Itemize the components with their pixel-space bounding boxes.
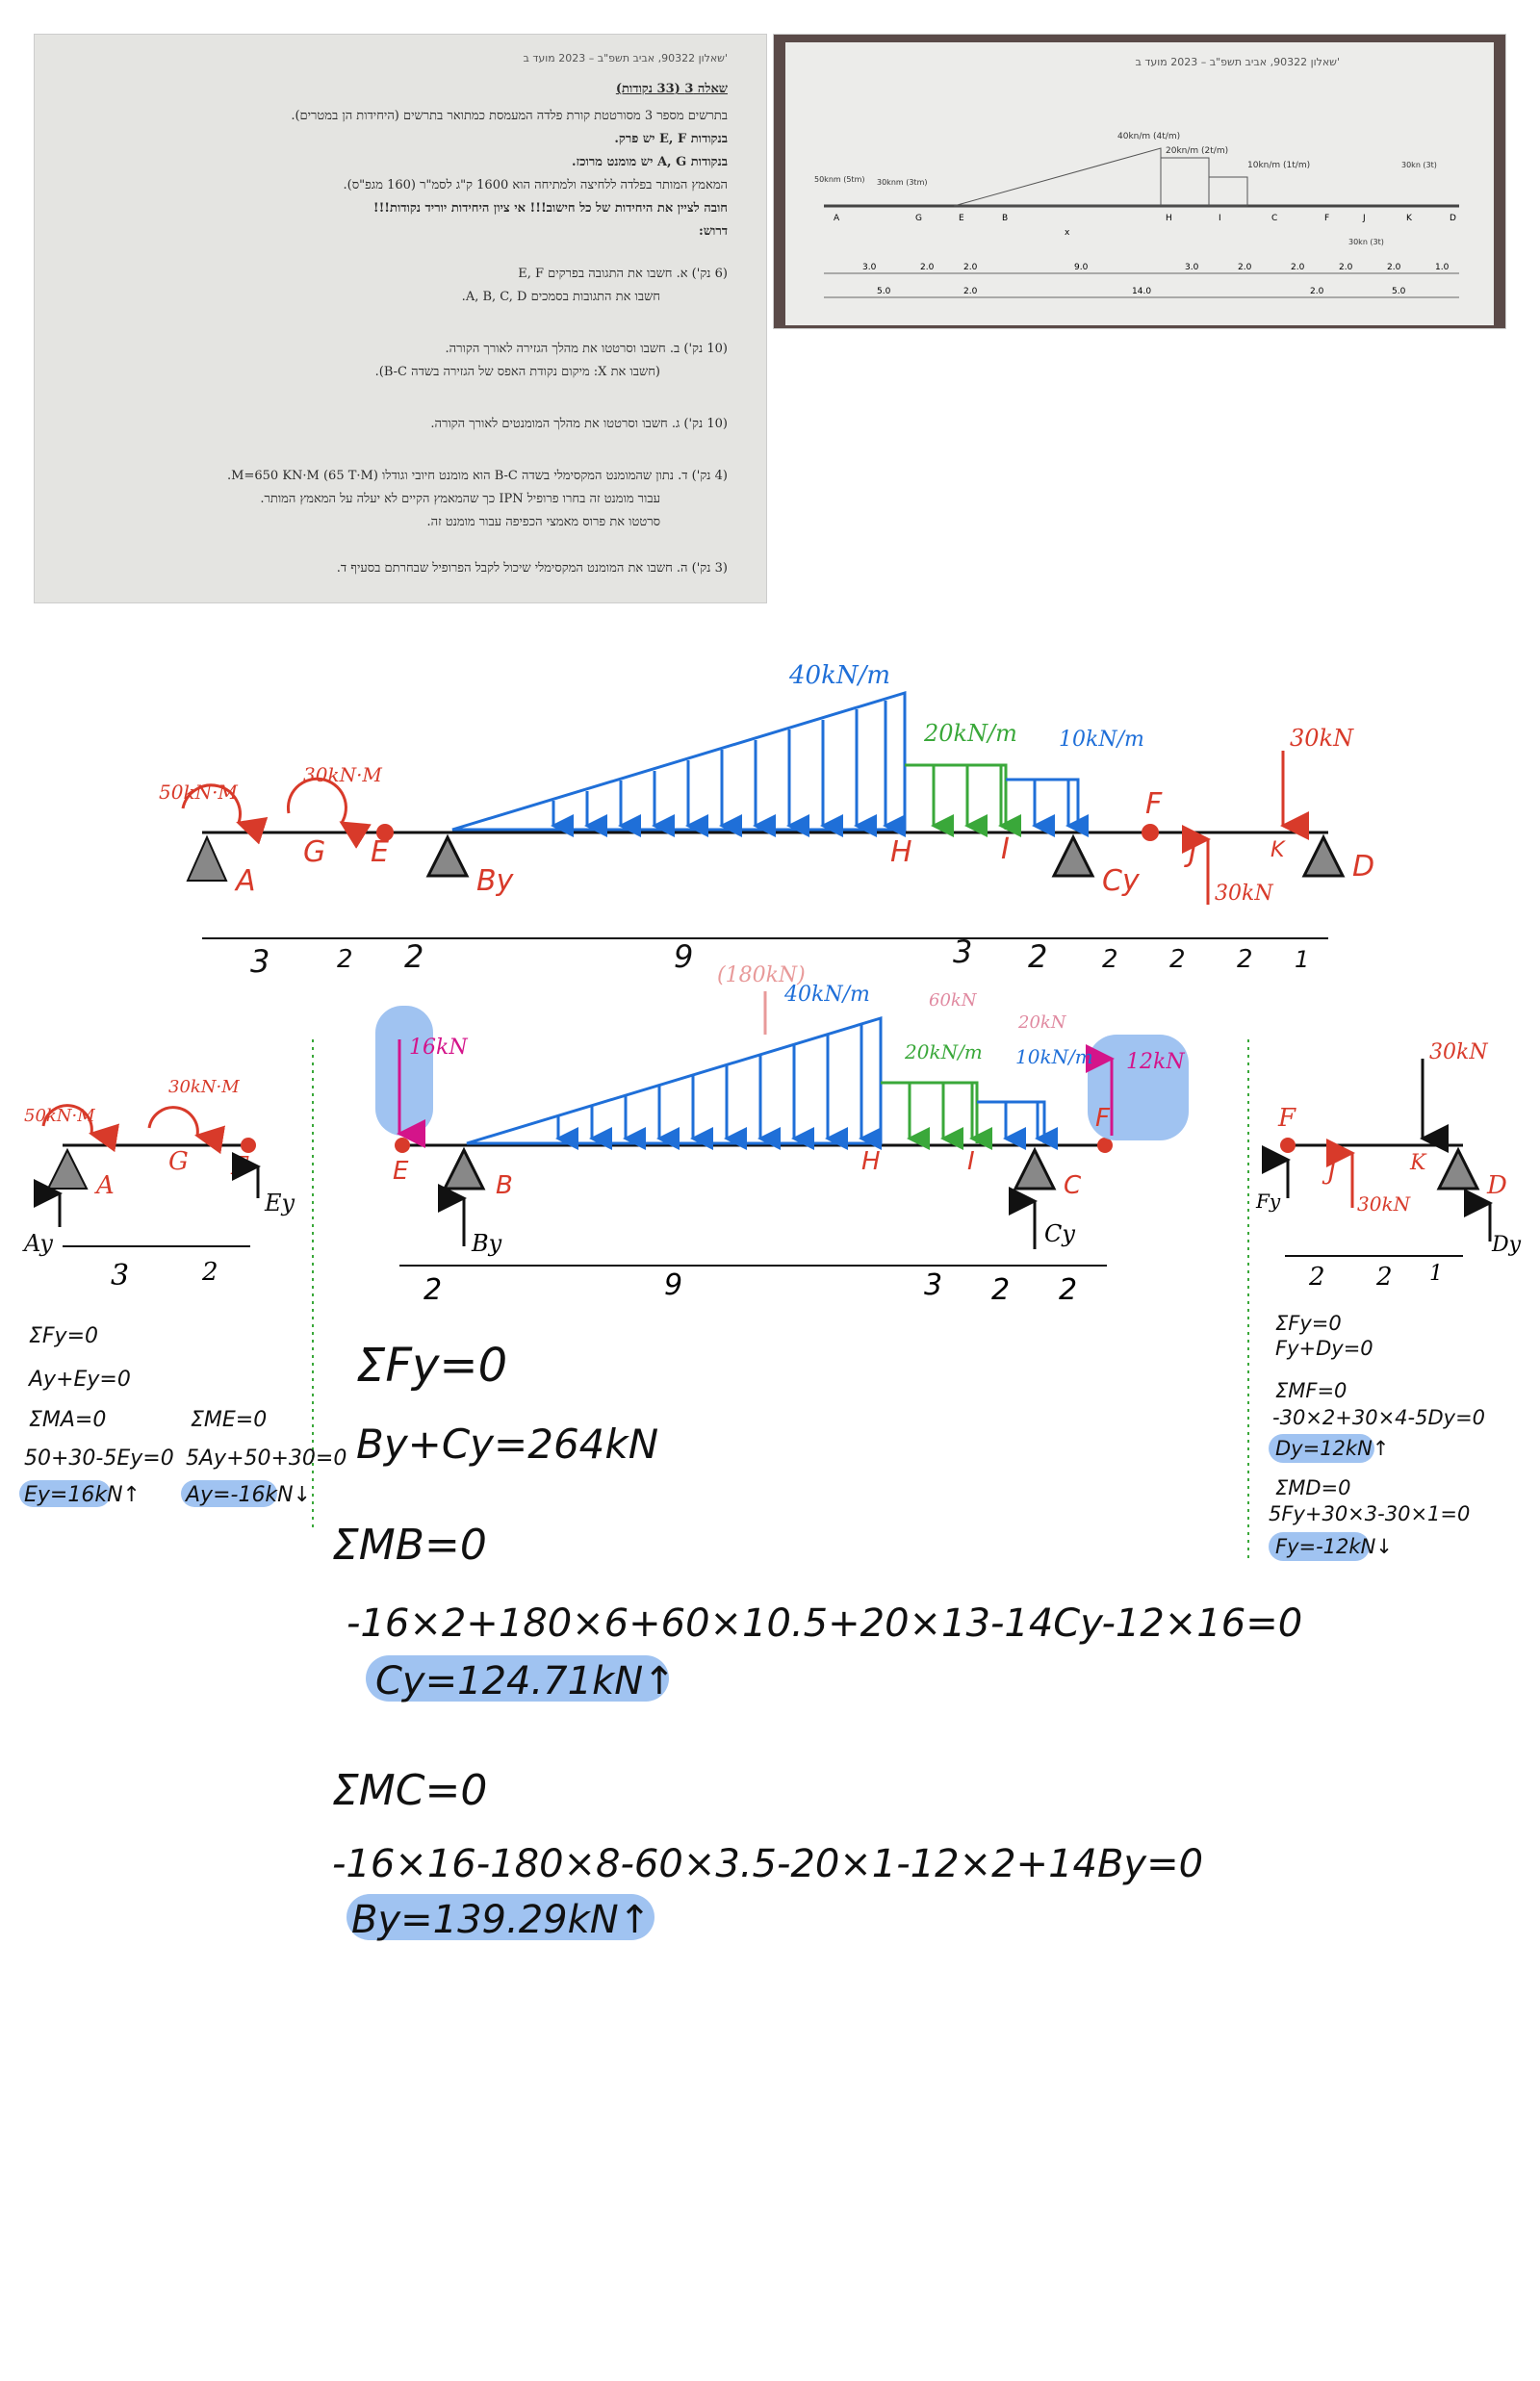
printed-dim: 2.0 [963, 287, 978, 296]
svg-text:Dy=12kN↑: Dy=12kN↑ [1275, 1437, 1390, 1460]
svg-text:Ey: Ey [265, 1190, 295, 1216]
svg-text:20kN: 20kN [1018, 1012, 1066, 1033]
exam-line: בנקודות E, F יש פרק. [614, 132, 728, 146]
full-beam-labels [234, 787, 1374, 898]
printed-dim: 5.0 [877, 287, 891, 296]
printed-point-label: K [1406, 214, 1412, 223]
svg-text:ΣFy=0: ΣFy=0 [356, 1339, 508, 1393]
printed-dim: 2.0 [1310, 287, 1324, 296]
printed-point-label: J [1363, 214, 1366, 223]
printed-point-label: H [1166, 214, 1172, 223]
svg-text:C: C [1064, 1171, 1082, 1200]
svg-text:I: I [1001, 832, 1010, 866]
exam-line: בתרשים מספר 3 מסורטטת קורת פלדה המעמסת כמתואר בתרשים (היחידות הן במטרים). [291, 109, 728, 123]
svg-text:K: K [1270, 838, 1285, 862]
exam-line: חשבו את התגובות בסמכים A, B, C, D. [461, 290, 660, 304]
exam-line: סרטטו את פרוס מאמצי הכפיפה עבור מומנט זה. [426, 515, 660, 529]
printed-load-label: 40kn/m (4t/m) [1117, 132, 1181, 141]
svg-text:ΣFy=0: ΣFy=0 [29, 1324, 99, 1348]
printed-dim: 2.0 [1387, 263, 1401, 272]
moment-g-label: 30kN·M [303, 763, 382, 786]
printed-point-label: G [915, 214, 922, 223]
svg-text:3: 3 [250, 943, 270, 980]
svg-text:G: G [303, 835, 326, 869]
left-moment-g [149, 1108, 197, 1136]
printed-dim: 2.0 [1291, 263, 1305, 272]
svg-text:J: J [1189, 835, 1197, 869]
svg-text:K: K [1410, 1151, 1426, 1175]
svg-text:H: H [890, 835, 912, 869]
right-support-d [1439, 1150, 1477, 1189]
support-d [1304, 837, 1343, 876]
svg-text:3: 3 [924, 1268, 943, 1302]
mid-load-label: 20kN/m [924, 720, 1017, 747]
svg-text:ΣMB=0: ΣMB=0 [332, 1521, 487, 1570]
svg-text:2: 2 [1309, 1263, 1325, 1292]
printed-point-label: x [1065, 228, 1070, 238]
svg-text:I: I [967, 1147, 975, 1176]
support-b [428, 837, 467, 876]
printed-dim: 1.0 [1435, 263, 1450, 272]
printed-point-label: D [1450, 214, 1456, 223]
support-a [188, 837, 226, 881]
small-load-label: 10kN/m [1059, 728, 1144, 752]
svg-text:By: By [472, 1230, 502, 1257]
printed-load-label: 30kn (3t) [1401, 161, 1437, 169]
svg-text:Cy: Cy [1102, 864, 1140, 898]
svg-text:Ay+Ey=0: Ay+Ey=0 [29, 1368, 131, 1392]
printed-point-label: B [1002, 214, 1009, 223]
svg-text:E: E [393, 1157, 409, 1186]
middle-subbeam-sketch [375, 963, 1189, 1307]
exam-line: (3 נק') ה. חשבו את המומנט המקסימלי שיכול לקבל הפרופיל שבחרתם בסעיף ד. [336, 561, 728, 576]
svg-text:2: 2 [424, 1273, 443, 1307]
svg-text:2: 2 [337, 945, 353, 974]
svg-text:By=139.29kN↑: By=139.29kN↑ [351, 1898, 652, 1942]
exam-line: (6 נק') א. חשבו את התגובה בפרקים E, F [518, 267, 728, 281]
svg-text:By+Cy=264kN: By+Cy=264kN [356, 1421, 659, 1468]
svg-text:2: 2 [991, 1273, 1011, 1307]
svg-text:F: F [1095, 1104, 1110, 1133]
printed-dim: 2.0 [920, 263, 935, 272]
moment-a-label: 50kN·M [159, 781, 238, 804]
mid-hinge-e [395, 1138, 410, 1153]
svg-text:H: H [861, 1147, 881, 1176]
printed-load-label: 20kn/m (2t/m) [1166, 146, 1229, 156]
right-equations [1269, 1312, 1485, 1561]
svg-text:E: E [231, 1152, 249, 1181]
svg-text:2: 2 [1102, 945, 1118, 974]
svg-text:2: 2 [202, 1258, 218, 1287]
left-support-a [48, 1150, 87, 1189]
printed-dim: 5.0 [1392, 287, 1406, 296]
svg-text:9: 9 [664, 1268, 683, 1302]
highlight [375, 1006, 433, 1136]
printed-load-label: 30kn (3t) [1348, 238, 1384, 246]
left-equations [19, 1324, 346, 1507]
printed-load-label: 50knm (5tm) [814, 175, 865, 184]
exam-line: עבור מומנט זה בחרו פרופיל IPN כך שהמאמץ הקיים לא יעלה על המאמץ המותר. [260, 492, 660, 506]
svg-text:3: 3 [953, 934, 973, 970]
load-k-label: 30kN [1290, 725, 1354, 752]
printed-point-label: C [1271, 214, 1278, 223]
svg-text:2: 2 [1028, 938, 1048, 975]
svg-text:1: 1 [1295, 946, 1310, 973]
svg-text:2: 2 [1237, 945, 1253, 974]
left-load-label: 30kN·M [168, 1077, 240, 1097]
svg-text:By: By [476, 864, 514, 898]
left-subbeam-sketch [22, 1077, 295, 1293]
right-subbeam-sketch [1255, 1040, 1522, 1292]
svg-text:9: 9 [674, 938, 694, 975]
small-load-arrows [1035, 780, 1068, 826]
left-load-label: 50kN·M [24, 1106, 95, 1126]
svg-text:G: G [168, 1147, 189, 1176]
svg-text:A: A [96, 1171, 115, 1200]
svg-text:Ay=-16kN↓: Ay=-16kN↓ [186, 1483, 312, 1507]
tri-load [452, 693, 905, 830]
printed-load-label: 10kn/m (1t/m) [1247, 161, 1311, 170]
resultant-label: (180kN) [717, 963, 806, 987]
hinge-f [1142, 824, 1159, 841]
svg-text:Cy=124.71kN↑: Cy=124.71kN↑ [375, 1659, 676, 1703]
exam-line: (10 נק') ב. חשבו וסרטטו את מהלך הגזירה לאורך הקורה. [445, 342, 728, 356]
svg-text:2: 2 [404, 938, 424, 975]
svg-text:12kN: 12kN [1126, 1050, 1185, 1074]
svg-text:ΣMF=0: ΣMF=0 [1275, 1379, 1348, 1402]
svg-text:Cy: Cy [1044, 1220, 1075, 1247]
tri-load-label: 40kN/m [789, 661, 891, 690]
svg-text:2: 2 [1169, 945, 1186, 974]
left-hinge-e [241, 1138, 256, 1153]
svg-text:Dy: Dy [1492, 1233, 1522, 1257]
svg-text:D: D [1352, 850, 1375, 883]
svg-text:ΣFy=0: ΣFy=0 [1275, 1312, 1342, 1335]
exam-line: המאמץ המותר בפלדה ללחיצה ולמתיחה הוא 1600 ק"ג לסמ"ר (160 מגפ"ס). [343, 178, 728, 192]
svg-text:20kN/m: 20kN/m [905, 1040, 983, 1063]
svg-text:3: 3 [111, 1259, 130, 1293]
mid-hinge-f [1097, 1138, 1113, 1153]
svg-text:Ey=16kN↑: Ey=16kN↑ [24, 1483, 141, 1507]
svg-text:ΣMD=0: ΣMD=0 [1275, 1476, 1351, 1499]
svg-text:F: F [1278, 1104, 1296, 1133]
svg-text:ΣMC=0: ΣMC=0 [332, 1766, 488, 1815]
load-j-label: 30kN [1215, 882, 1273, 906]
exam-line: (חשבו את X: מיקום נקודת האפס של הגזירה בשדה B-C). [374, 365, 660, 379]
main-equations [332, 1339, 1302, 1942]
exam-header: שאלון 90322, אביב תשפ"ב – 2023 מועד ב' [523, 52, 728, 64]
svg-text:-30×2+30×4-5Dy=0: -30×2+30×4-5Dy=0 [1272, 1406, 1486, 1429]
svg-text:50+30-5Ey=0: 50+30-5Ey=0 [24, 1447, 174, 1471]
svg-text:40kN/m: 40kN/m [784, 983, 870, 1007]
svg-text:2: 2 [1376, 1263, 1393, 1292]
exam-line: (4 נק') ד. נתון שהמומנט המקסימלי בשדה B-C הוא מומנט חיובי וגודלו M=650 KN·M (65 T·M). [227, 469, 728, 483]
svg-text:Fy+Dy=0: Fy+Dy=0 [1275, 1337, 1373, 1360]
printed-dim: 2.0 [1238, 263, 1252, 272]
svg-text:ΣMA=0: ΣMA=0 [29, 1408, 107, 1432]
mid-support-b [445, 1150, 483, 1189]
svg-text:A: A [236, 864, 256, 898]
printed-dim: 14.0 [1132, 287, 1152, 296]
svg-text:F: F [1145, 787, 1163, 821]
question-title: שאלה 3 (33 נקודות) [615, 82, 728, 96]
svg-text:E: E [371, 835, 389, 869]
exam-line: דרוש: [699, 224, 728, 239]
svg-text:ΣME=0: ΣME=0 [191, 1408, 268, 1432]
printed-dim: 3.0 [1185, 263, 1199, 272]
beam-photo-header: שאלון 90322, אביב תשפ"ב – 2023 מועד ב' [1135, 56, 1340, 68]
svg-text:5Ay+50+30=0: 5Ay+50+30=0 [186, 1447, 347, 1471]
svg-text:10kN/m: 10kN/m [1015, 1045, 1093, 1068]
mid-load-arrows [934, 765, 1001, 826]
support-c [1054, 837, 1092, 876]
exam-line: (10 נק') ג. חשבו וסרטטו את מהלך המומנטים לאורך הקורה. [430, 417, 728, 431]
svg-text:2: 2 [1059, 1273, 1078, 1307]
printed-point-label: F [1324, 214, 1330, 223]
svg-text:60kN: 60kN [929, 990, 977, 1011]
printed-point-label: A [834, 214, 840, 223]
printed-dim: 2.0 [1339, 263, 1353, 272]
tri-load-arrows [553, 701, 886, 826]
printed-point-label: I [1219, 214, 1221, 223]
printed-point-label: E [959, 214, 964, 223]
svg-text:Ay: Ay [24, 1230, 53, 1257]
printed-load-label: 30knm (3tm) [877, 178, 928, 187]
svg-text:5Fy+30×3-30×1=0: 5Fy+30×3-30×1=0 [1269, 1502, 1471, 1525]
svg-text:-16×2+180×6+60×10.5+20×13-14Cy: -16×2+180×6+60×10.5+20×13-14Cy-12×16=0 [346, 1601, 1303, 1646]
exam-line: חובה לציין את היחידות של כל חישוב!!! אי ציון היחידות יוריד נקודות!!! [372, 201, 728, 216]
full-beam-sketch [159, 661, 1374, 980]
mid-support-c [1015, 1150, 1054, 1189]
mid-load [905, 765, 1006, 830]
svg-text:16kN: 16kN [409, 1036, 468, 1060]
printed-dim: 9.0 [1074, 263, 1089, 272]
svg-text:Fy=-12kN↓: Fy=-12kN↓ [1275, 1535, 1393, 1558]
svg-text:B: B [496, 1171, 513, 1200]
svg-text:Fy: Fy [1256, 1190, 1281, 1213]
svg-text:30kN: 30kN [1429, 1040, 1488, 1064]
svg-text:30kN: 30kN [1357, 1192, 1411, 1216]
svg-text:1: 1 [1429, 1262, 1443, 1286]
printed-dim: 3.0 [862, 263, 877, 272]
printed-dim: 2.0 [963, 263, 978, 272]
svg-text:D: D [1487, 1171, 1507, 1200]
exam-line: בנקודות A, G יש מומנט מרוכז. [572, 155, 728, 169]
svg-text:J: J [1326, 1157, 1337, 1186]
svg-text:-16×16-180×8-60×3.5-20×1-12×2+: -16×16-180×8-60×3.5-20×1-12×2+14By=0 [332, 1842, 1204, 1886]
